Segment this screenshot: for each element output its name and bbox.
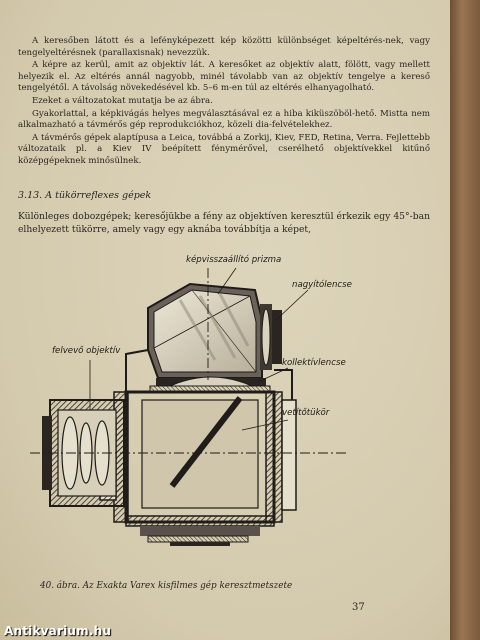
book-spine — [450, 0, 480, 640]
label-objective: felvevő objektív — [52, 346, 121, 356]
section-title: 3.13. A tükörreflexes gépek — [18, 190, 152, 201]
watermark-logo: Antikvarium.hu — [4, 624, 112, 638]
paragraph: A távmérős gépek alaptípusa a Leica, továbbá a Zorkij, Kiev, FED, Retina, Verra. Fejlettebb változataik pl. a Kiev IV beépített fénymérővel, cserélhető objektívekkel kitűnő középgépeknek minősülnek. — [18, 132, 430, 166]
label-mirror: vetítőtükör — [282, 408, 330, 418]
label-magnifier: nagyítólencse — [292, 280, 352, 290]
collective-lens — [150, 377, 270, 392]
section-text: Különleges dobozgépek; keresőjükbe a fény az objektíven keresztül érkezik egy 45°-ban elhelyezett tükörre, amely vagy egy aknába továbbítja a képet, — [18, 211, 430, 235]
camera-cross-section-figure — [30, 250, 430, 580]
paragraph: A keresőben látott és a lefényképezett kép közötti különbséget képeltérés-nek, vagy tengelyeltérésnek (parallaxisnak) nevezzük. — [18, 36, 430, 58]
paragraph: Ezeket a változatokat mutatja be az ábra. — [32, 95, 213, 106]
page-number: 37 — [352, 602, 365, 613]
figure-caption: 40. ábra. Az Exakta Varex kisfilmes gép keresztmetszete — [40, 581, 293, 591]
camera-diagram — [30, 250, 430, 580]
label-collective-lens: kollektívlencse — [282, 358, 346, 368]
label-prism: képvisszaállító prizma — [186, 255, 282, 265]
magnifier-lens — [260, 304, 282, 370]
paragraph: A képre az kerül, amit az objektív lát. A keresőket az objektív alatt, fölött, vagy mellett helyezik el. Az eltérés annál nagyobb, minél távolabb van az objektív tengelye a kereső tengelyétől. A távolság növekedésével kb. 5–6 m-en túl az eltérés elhanyagolható. — [18, 60, 430, 94]
prism — [148, 284, 262, 378]
body-text — [18, 36, 430, 169]
paragraph: Gyakorlattal, a képkivágás helyes megválasztásával ez a hiba kiküszöböl-hető. Mistta nem alkalmazható a távmérős gép reprodukciókhoz, közeli dia-felvételekhez. — [18, 108, 430, 131]
